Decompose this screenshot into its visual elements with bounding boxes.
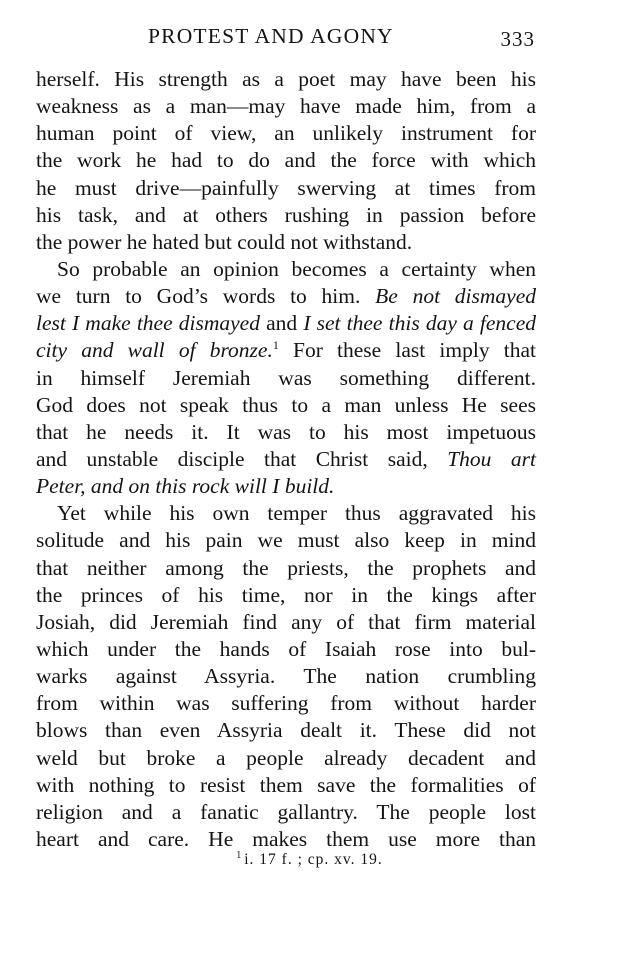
footnote-marker: 1 [236,849,243,861]
scripture-quote: lest I make thee dismayed [36,311,260,336]
text-line: that neither among the priests, the prophets and [36,555,536,580]
text-line: Yet while his own temper thus aggravated his [57,501,536,526]
running-title: PROTEST AND AGONY [148,24,394,48]
scripture-quote: I set thee this day a fenced [303,311,537,336]
text-line: lest I make thee dismayed and I set thee this day a fenced [36,311,537,336]
text-line: that he needs it. It was to his most impetuous [36,419,536,444]
text-line: which under the hands of Isaiah rose into bul- [36,636,536,661]
text-line: herself. His strength as a poet may have been his [36,67,536,91]
scripture-quote: Be not dismayed [375,284,536,309]
text-line: in himself Jeremiah was something different. [36,365,536,390]
text-line: the power he hated but could not withstand. [36,229,413,254]
text-line: and unstable disciple that Christ said, Thou art [36,446,536,471]
body-text [36,66,536,853]
text-line: city and wall of bronze.$^1$ For these last imply that [36,338,536,363]
footnote-text: i. 17 f. ; cp. xv. 19. [244,851,383,868]
text-line: warks against Assyria. The nation crumbling [36,664,536,689]
text-line: we turn to God’s words to him. Be not dismayed [36,284,536,309]
text-line: the work he had to do and the force with which [36,148,536,173]
page-number: 333 [500,27,535,51]
footnote-reference: 1 [272,338,279,353]
text-line: blows than even Assyria dealt it. These did not [36,718,536,743]
text-line: the princes of his time, nor in the kings after [36,582,536,607]
running-head [0,24,619,52]
text-line [36,473,536,500]
text-line: from within was suffering from without harder [36,691,536,716]
text-line: his task, and at others rushing in passion before [36,202,536,227]
scripture-quote: Peter, and on this rock will I build. [36,474,335,499]
text-line: God does not speak thus to a man unless He sees [36,392,536,417]
scripture-quote: city and wall of bronze. [36,338,273,363]
text-line: weakness as a man—may have made him, from a [36,94,536,119]
text-line: Josiah, did Jeremiah find any of that firm material [36,609,536,634]
text-line: solitude and his pain we must also keep in mind [36,528,536,553]
text-line: he must drive—painfully swerving at times from [36,175,536,200]
text-line: religion and a fanatic gallantry. The people lost [36,799,536,824]
text-line: heart and care. He makes them use more than [36,826,536,851]
text-line: weld but broke a people already decadent and [36,745,536,770]
text-line: with nothing to resist them save the formalities of [36,772,536,797]
scripture-quote: Thou art [447,446,536,471]
text-line: So probable an opinion becomes a certainty when [57,256,536,281]
footnote [0,851,619,869]
text-line: human point of view, an unlikely instrument for [36,121,536,146]
